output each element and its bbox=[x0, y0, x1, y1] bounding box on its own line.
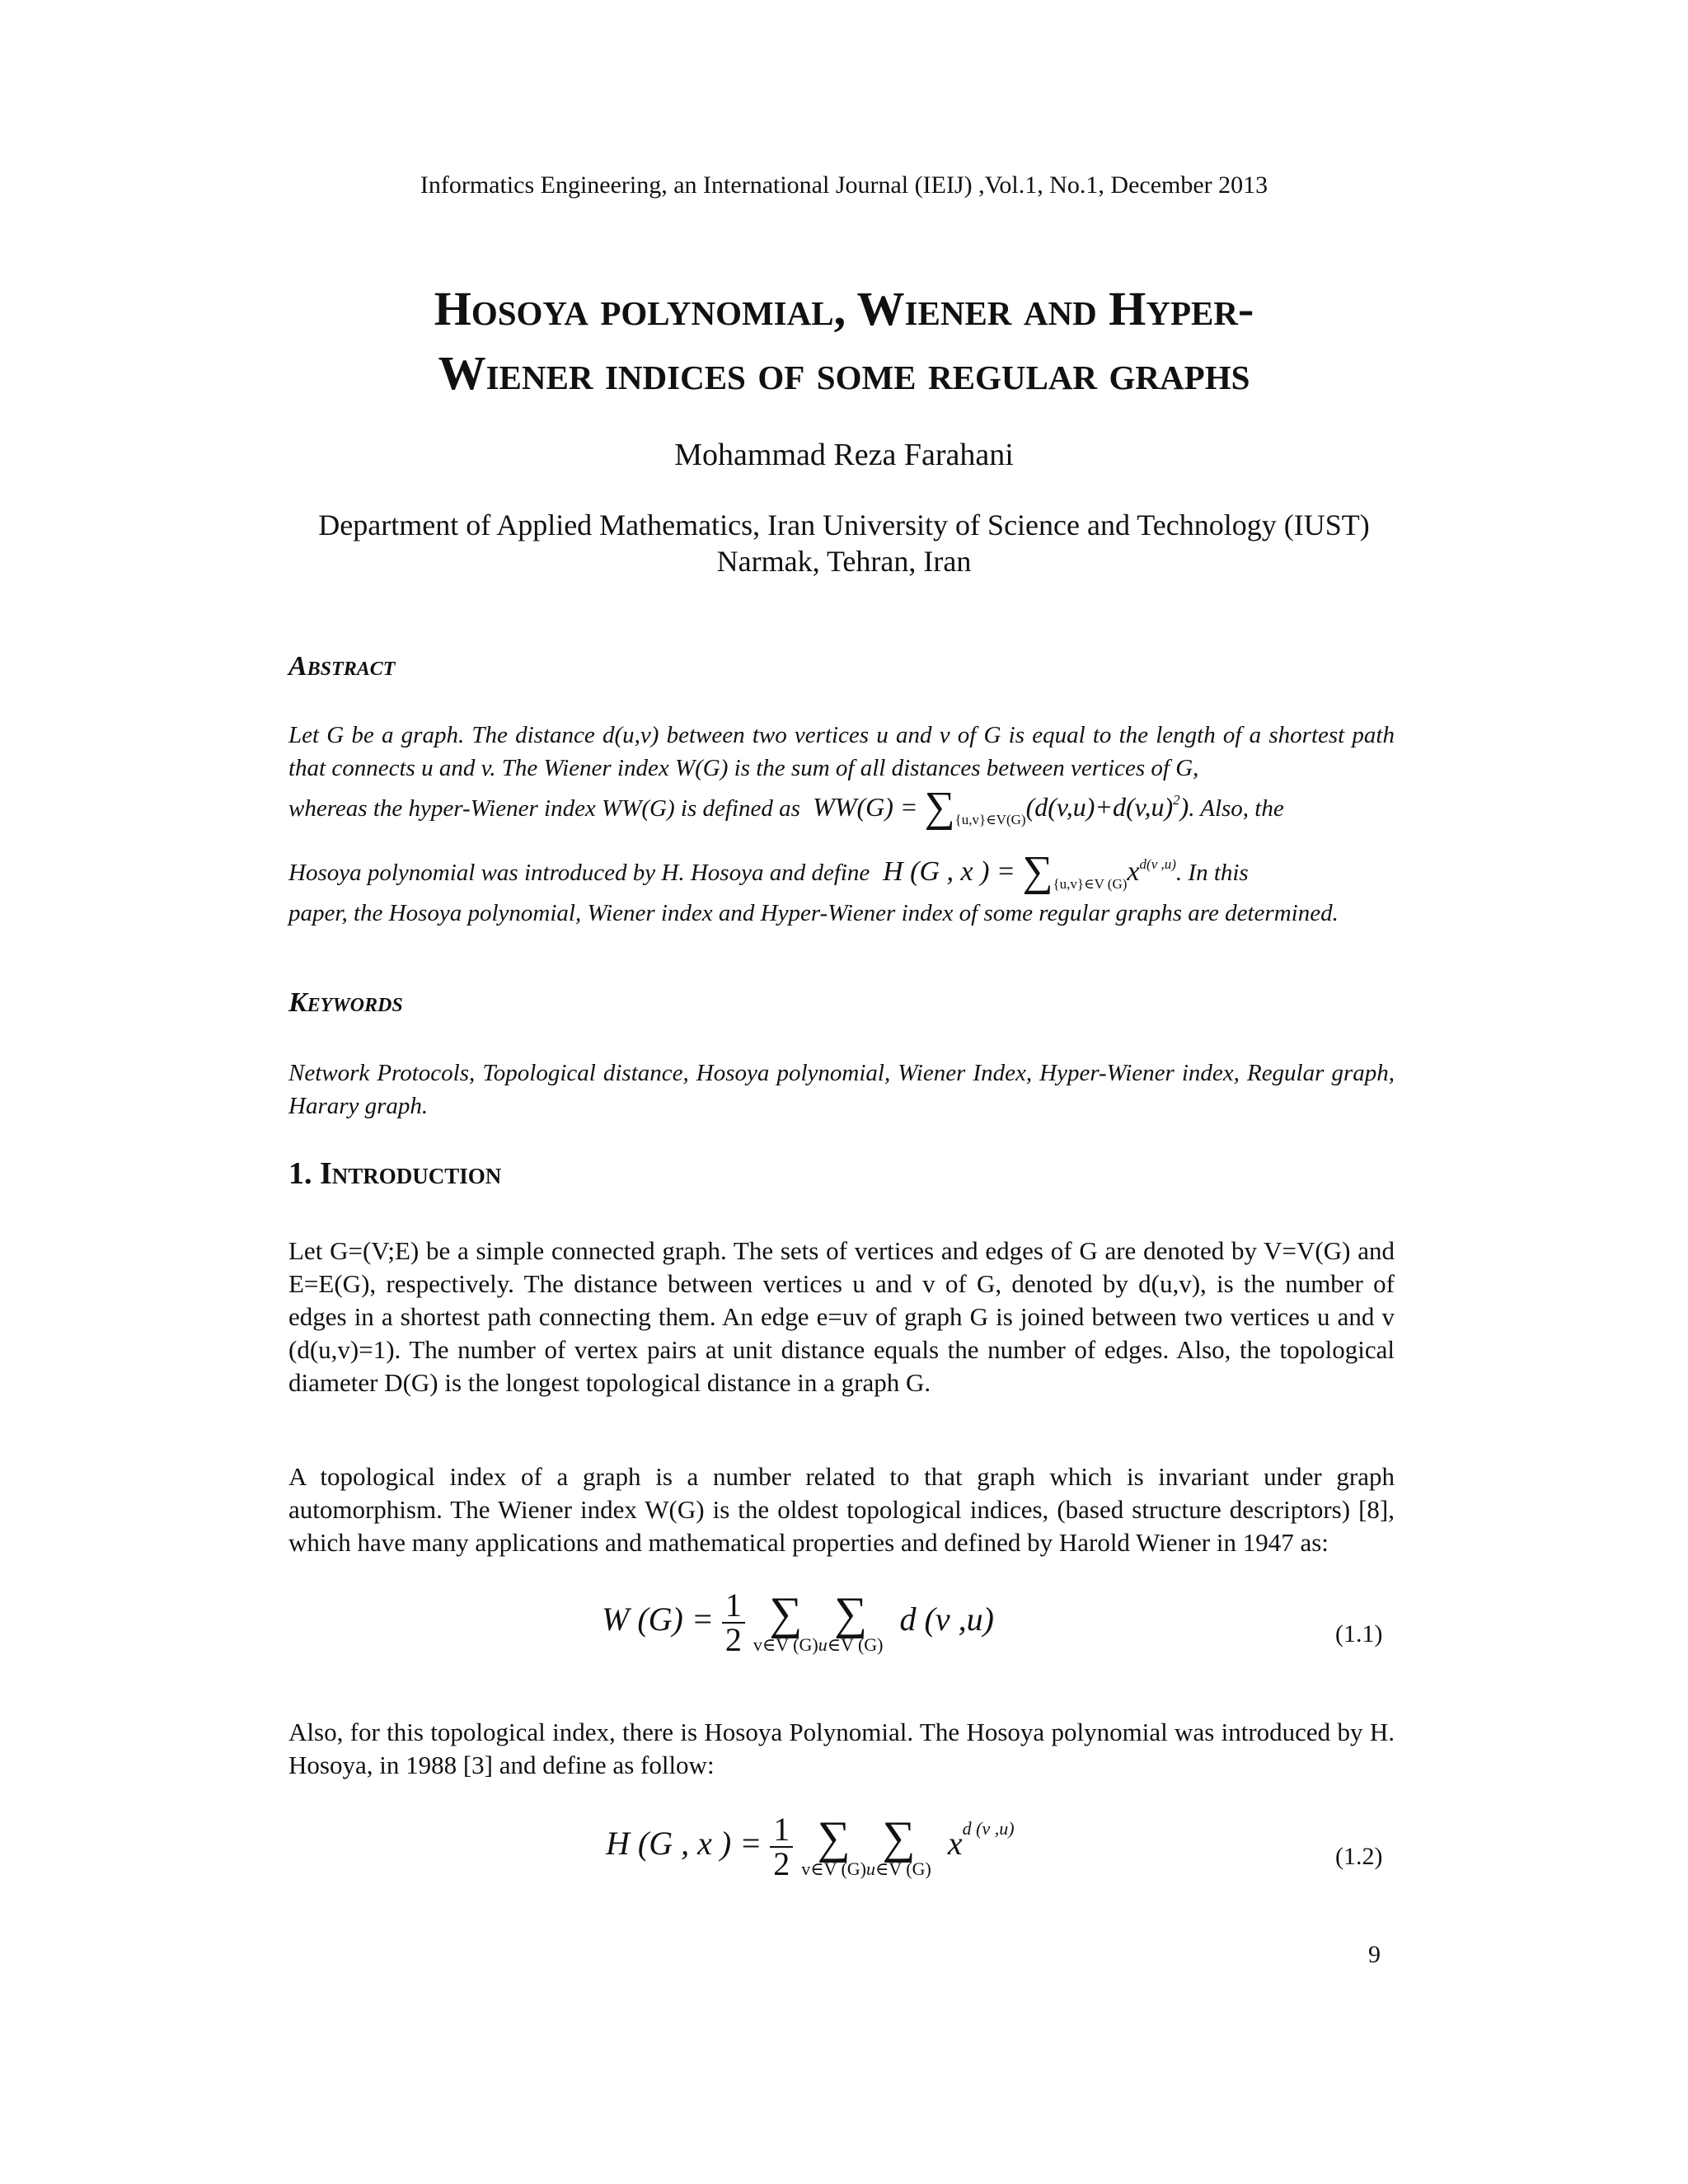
equation-number-1-2: (1.2) bbox=[1335, 1843, 1383, 1870]
intro-paragraph-3: Also, for this topological index, there is Hosoya Polynomial. The Hosoya polynomial was introduced by H. Hosoya, in 1988 [3] and define as follow: bbox=[288, 1718, 1395, 1779]
abstract-heading: Abstract bbox=[288, 651, 396, 682]
abstract-line-3-prefix: Hosoya polynomial was introduced by H. Hosoya and define bbox=[288, 860, 870, 886]
keywords-heading: Keywords bbox=[288, 987, 403, 1018]
equation-hosoya-polynomial: H (G , x ) = $\frac{1}{2}$ ∑ v∈V (G) ∑ u∈V (G) $x^{d (v ,u)}$ bbox=[606, 1811, 1015, 1882]
equation-wiener-index: W (G) = $\frac{1}{2}$ ∑ v∈V (G) ∑ u∈V (G) d (v ,u) bbox=[602, 1586, 994, 1658]
title-line-1: Hosoya polynomial, Wiener and Hyper- bbox=[434, 282, 1254, 335]
paper-title bbox=[0, 277, 1688, 405]
affiliation-line-1: Department of Applied Mathematics, Iran University of Science and Technology (IUST) bbox=[318, 509, 1370, 541]
intro-paragraph-2: A topological index of a graph is a number related to that graph which is invariant under graph automorphism. The Wiener index W(G) is the oldest topological indices, (based structure descriptors) [8], which have many applications and mathematical properties and defined by Harold Wiener in 1947 as: bbox=[288, 1462, 1395, 1557]
title-line-2: Wiener indices of some regular graphs bbox=[438, 346, 1250, 400]
abstract-line-2-prefix: whereas the hyper-Wiener index WW(G) is defined as bbox=[288, 795, 800, 822]
equation-number-1-1: (1.1) bbox=[1335, 1620, 1383, 1647]
abstract-line-3-suffix: . In this bbox=[1175, 860, 1249, 886]
section-heading-introduction: 1. Introduction bbox=[288, 1156, 502, 1191]
abstract-paragraph-4: paper, the Hosoya polynomial, Wiener index and Hyper-Wiener index of some regular graphs are determined. bbox=[288, 900, 1339, 926]
abstract-paragraph-1: Let G be a graph. The distance d(u,v) between two vertices u and v of G is equal to the length of a shortest path that connects u and v. The Wiener index W(G) is the sum of all distances between vertices of G, bbox=[288, 722, 1395, 781]
abstract-line-hyper-wiener bbox=[288, 783, 1395, 832]
abstract-line-2-suffix: . Also, the bbox=[1189, 795, 1284, 822]
intro-paragraph-1: Let G=(V;E) be a simple connected graph. The sets of vertices and edges of G are denoted by V=V(G) and E=E(G), respectively. The distance between vertices u and v of G, denoted by d(u,v), is the number of edges in a shortest path connecting them. An edge e=uv of graph G is joined between two vertices u and v (d(u,v)=1). The number of vertex pairs at unit distance equals the number of edges. Also, the topological diameter D(G) is the longest topological distance in a graph G. bbox=[288, 1236, 1395, 1397]
affiliation bbox=[0, 507, 1688, 579]
abstract-line-hosoya bbox=[288, 847, 1395, 896]
hosoya-formula-inline: H (G , x ) = $\sum_{\{u,v\}\in V (G)}x^{d(v ,u)}$ bbox=[875, 848, 1176, 895]
hyper-wiener-formula: $WW(G) = \sum_{\{u,v\}\in V(G)}(d(v,u)+d(v,u)^2)$ bbox=[806, 784, 1189, 831]
page-number: 9 bbox=[1368, 1941, 1381, 1968]
journal-header: Informatics Engineering, an International Journal (IEIJ) ,Vol.1, No.1, December 2013 bbox=[420, 171, 1268, 199]
keywords-text: Network Protocols, Topological distance, Hosoya polynomial, Wiener Index, Hyper-Wiener index, Regular graph, Harary graph. bbox=[288, 1060, 1395, 1119]
affiliation-line-2: Narmak, Tehran, Iran bbox=[716, 545, 972, 578]
author-name: Mohammad Reza Farahani bbox=[674, 438, 1014, 472]
